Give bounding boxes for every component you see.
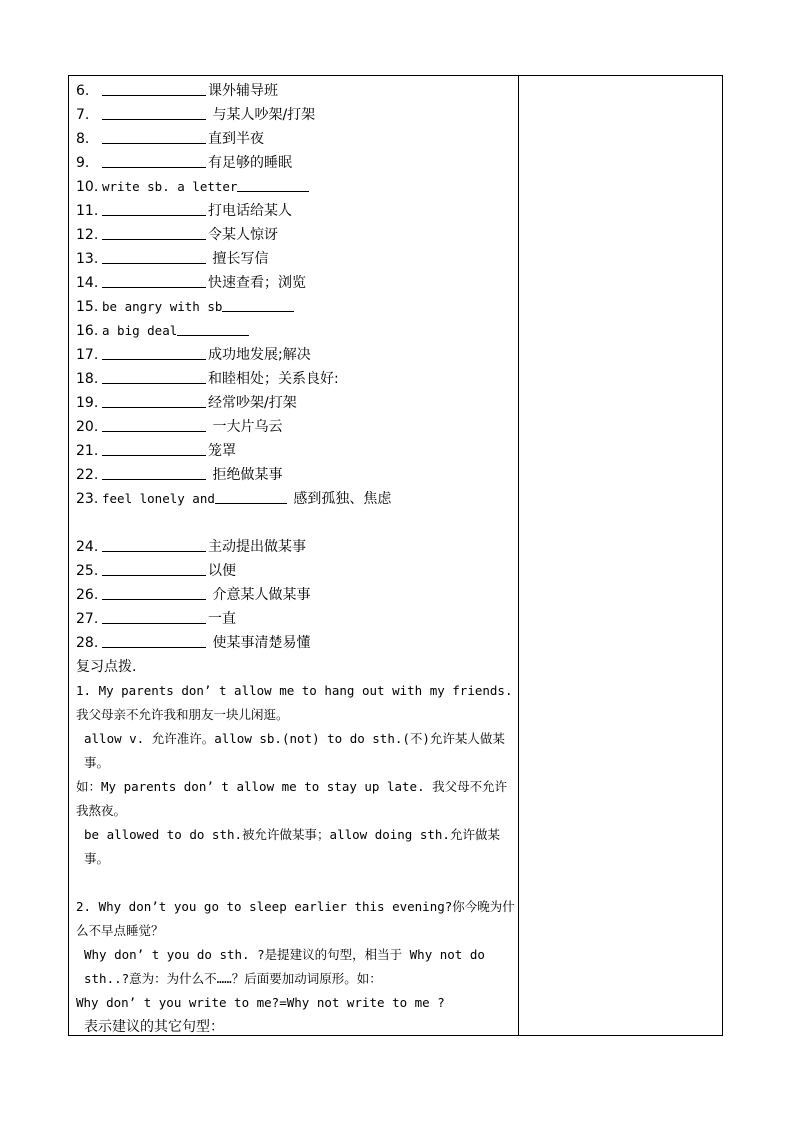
note-paragraph: 如：My parents don’ t allow me to stay up late. 我父母不允许我熬夜。 (76, 779, 508, 818)
answer-blank[interactable] (177, 320, 249, 336)
item-meaning: 打电话给某人 (208, 203, 292, 219)
item-number: 18. (76, 371, 99, 387)
answer-blank[interactable] (102, 272, 206, 288)
item-prompt: feel lonely and (102, 491, 215, 506)
answer-blank[interactable] (102, 200, 206, 216)
answer-blank[interactable] (102, 440, 206, 456)
item-meaning: 感到孤独、焦虑 (288, 491, 392, 507)
answer-blank[interactable] (222, 296, 294, 312)
note-paragraph: Why don’ t you do sth. ?是提建议的句型，相当于 Why not do sth..?意为：为什么不……？后面要加动词原形。如： (84, 947, 485, 986)
note-paragraph: be allowed to do sth.被允许做某事；allow doing sth.允许做某事。 (84, 827, 500, 866)
phrase-item (76, 271, 516, 295)
phrase-item (76, 415, 516, 439)
phrase-item (76, 175, 516, 199)
phrase-item (76, 295, 516, 319)
phrase-item (76, 607, 516, 631)
item-meaning: 主动提出做某事 (208, 539, 306, 555)
note-paragraph: 2. Why don’t you go to sleep earlier this evening?你今晚为什么不早点睡觉？ (76, 899, 515, 938)
spacer (76, 871, 516, 895)
item-number: 10. (76, 179, 99, 195)
phrase-item (76, 559, 516, 583)
item-meaning: 经常吵架/打架 (208, 395, 297, 411)
note-paragraph: 表示建议的其它句型： (84, 1019, 224, 1035)
phrase-list-1 (76, 79, 516, 511)
phrase-item (76, 223, 516, 247)
item-number: 15. (76, 299, 99, 315)
phrase-item (76, 391, 516, 415)
phrase-item (76, 583, 516, 607)
answer-blank[interactable] (237, 176, 309, 192)
item-prompt: a big deal (102, 323, 178, 338)
item-number: 12. (76, 227, 99, 243)
answer-blank[interactable] (102, 536, 206, 552)
answer-blank[interactable] (102, 464, 206, 480)
answer-blank[interactable] (102, 584, 206, 600)
phrase-item (76, 199, 516, 223)
item-number: 14. (76, 275, 99, 291)
item-meaning: 擅长写信 (208, 251, 269, 267)
item-meaning: 有足够的睡眠 (208, 155, 292, 171)
answer-blank[interactable] (102, 104, 206, 120)
item-number: 6. (76, 83, 90, 99)
item-meaning: 笼罩 (208, 443, 236, 459)
review-heading: 复习点拨. (76, 659, 137, 675)
spacer (76, 511, 516, 535)
phrase-item (76, 319, 516, 343)
note-paragraph: Why don’ t you write to me?=Why not write to me ? (76, 995, 445, 1010)
item-number: 7. (76, 107, 90, 123)
item-number: 21. (76, 443, 99, 459)
item-number: 24. (76, 539, 99, 555)
item-prompt: write sb. a letter (102, 179, 238, 194)
answer-blank[interactable] (102, 368, 206, 384)
item-number: 25. (76, 563, 99, 579)
item-number: 27. (76, 611, 99, 627)
item-number: 8. (76, 131, 90, 147)
item-meaning: 一大片乌云 (208, 419, 283, 435)
phrase-item (76, 127, 516, 151)
answer-blank[interactable] (102, 560, 206, 576)
answer-blank[interactable] (102, 128, 206, 144)
answer-blank[interactable] (102, 416, 206, 432)
column-divider (518, 75, 519, 1036)
item-number: 9. (76, 155, 90, 171)
item-meaning: 以便 (208, 563, 236, 579)
answer-blank[interactable] (102, 152, 206, 168)
answer-blank[interactable] (215, 488, 287, 504)
answer-blank[interactable] (102, 608, 206, 624)
item-meaning: 一直 (208, 611, 236, 627)
phrase-list-2 (76, 535, 516, 655)
answer-blank[interactable] (102, 632, 206, 648)
item-number: 19. (76, 395, 99, 411)
phrase-item (76, 535, 516, 559)
phrase-item (76, 79, 516, 103)
item-meaning: 直到半夜 (208, 131, 264, 147)
note-paragraph: allow v. 允许准许。allow sb.(not) to do sth.(不)允许某人做某事。 (84, 731, 505, 770)
item-number: 11. (76, 203, 99, 219)
answer-blank[interactable] (102, 224, 206, 240)
left-column (76, 79, 516, 1039)
item-meaning: 使某事清楚易懂 (208, 635, 311, 651)
phrase-item (76, 247, 516, 271)
item-number: 17. (76, 347, 99, 363)
phrase-item (76, 439, 516, 463)
answer-blank[interactable] (102, 392, 206, 408)
item-number: 26. (76, 587, 99, 603)
item-meaning: 快速查看；浏览 (208, 275, 306, 291)
item-number: 28. (76, 635, 99, 651)
item-meaning: 拒绝做某事 (208, 467, 283, 483)
item-meaning: 课外辅导班 (208, 83, 278, 99)
answer-blank[interactable] (102, 248, 206, 264)
phrase-item (76, 631, 516, 655)
item-meaning: 和睦相处；关系良好: (208, 371, 339, 387)
phrase-item (76, 463, 516, 487)
item-number: 22. (76, 467, 99, 483)
phrase-item (76, 487, 516, 511)
answer-blank[interactable] (102, 80, 206, 96)
item-meaning: 与某人吵架/打架 (208, 107, 316, 123)
item-number: 16. (76, 323, 99, 339)
item-meaning: 令某人惊讶 (208, 227, 278, 243)
item-meaning: 介意某人做某事 (208, 587, 311, 603)
note-paragraph: 1. My parents don’ t allow me to hang out with my friends. 我父母亲不允许我和朋友一块儿闲逛。 (76, 683, 513, 722)
item-meaning: 成功地发展;解决 (208, 347, 311, 363)
phrase-item (76, 151, 516, 175)
phrase-item (76, 367, 516, 391)
item-number: 20. (76, 419, 99, 435)
phrase-item (76, 103, 516, 127)
item-number: 13. (76, 251, 99, 267)
answer-blank[interactable] (102, 344, 206, 360)
item-prompt: be angry with sb (102, 299, 223, 314)
phrase-item (76, 343, 516, 367)
item-number: 23. (76, 491, 99, 507)
